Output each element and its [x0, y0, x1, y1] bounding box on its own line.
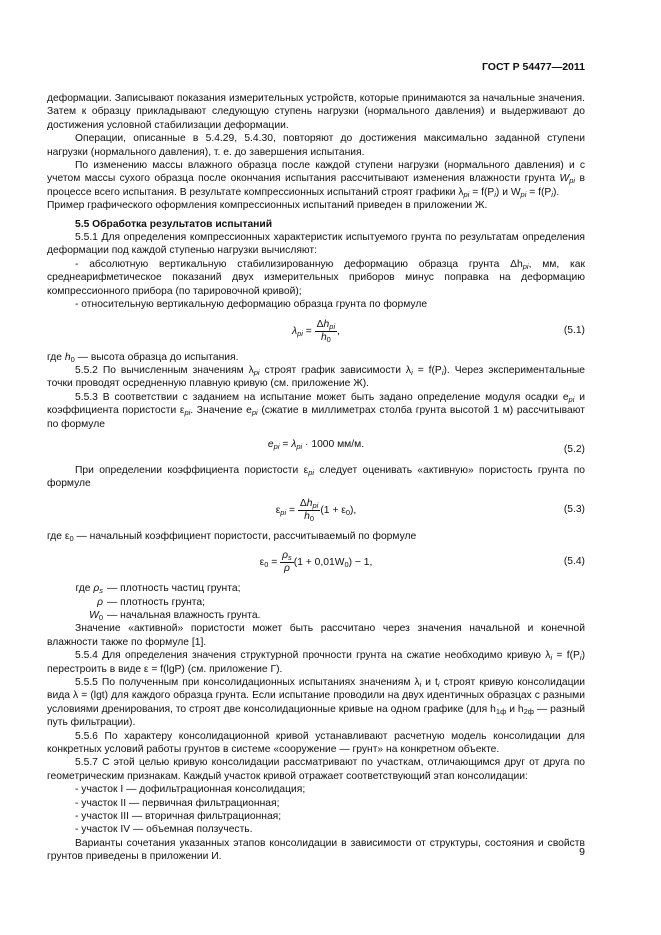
paragraph: 5.5.3 В соответствии с заданием на испытание может быть задано определение модуля осадки $e_{pi}$ и коэффициента пористости $\varepsilon_{pi}$. Значение $e_{pi}$ (сжатие в миллиметрах столба грунта высотой 1 м) рассчитывают по формуле [47, 391, 585, 430]
paragraph: 5.5.2 По вычисленным значениям $\lambda_{pi}$ строят график зависимости $\lambda_i = f(P_i)$. Через экспериментальные точки проводят осредненную плавную кривую (см. приложение Ж). [47, 364, 586, 390]
list-item: - участок I — дофильтрационная консолидация; [75, 784, 306, 796]
paragraph: Варианты сочетания указанных этапов консолидации в зависимости от структуры, состояния и свойств грунтов приведены в приложении И. [47, 837, 585, 863]
formula-5-2: $e_{pi} = \lambda_{pi} \cdot 1000$ мм/м. (5.2) [267, 438, 585, 455]
paragraph: Значение «активной» пористости может быть рассчитано через значения начальной и конечной влажности также по формуле [1]. [47, 623, 585, 648]
paragraph: 5.5.5 По полученным при консолидационных испытаниях значениям $\lambda_i$ и $t_i$ строят кривую консолидации вида λ = (lgt) для каждого образца грунта. Если испытание проводили на двух идентичных образцах с разными условиями дренирования, то строят две консолидационные кривые на одном графике (для $h_{1ф}$ и $h_{2ф}$ — разный путь фильтрации). [47, 677, 586, 729]
formula-number: (5.4) [563, 556, 585, 568]
section-heading: 5.5 Обработка результатов испытаний [75, 218, 273, 230]
paragraph: При определении коэффициента пористости $\varepsilon_{pi}$ следует оценивать «активную» пористость грунта по формуле [47, 464, 586, 490]
list-item: - участок II — первичная фильтрационная; [75, 797, 280, 809]
formula-number: (5.2) [563, 443, 585, 455]
paragraph: где $h_0$ — высота образца до испытания. [47, 351, 239, 364]
paragraph: 5.5.7 С этой целью кривую консолидации рассматривают по участкам, отличающимся друг от друга по геометрическим признакам. Каждый участок кривой отражает соответствующий этап консолидации: [47, 757, 585, 782]
body-text [47, 92, 585, 864]
formula-number: (5.3) [563, 503, 585, 515]
paragraph: По изменению массы влажного образца после каждой ступени нагрузки (нормального давления) и с учетом массы сухого образца после окончания испытания рассчитывают изменения влажности грунта $W_{pi}$ в процессе всего испытания. В результате компрессионных испытаний строят графики $\lambda_{pi} = f(P_i)$ и $W_{pi} = f(P_i)$. [47, 160, 585, 199]
document-page [47, 0, 585, 935]
definitions: где $\rho_s$ — плотность частиц грунта; ρ — плотность грунта; $W_0$ — начальная влажность грунта. [75, 583, 261, 622]
formula-5-1: $\lambda_{pi}$ = $\frac{\Delta h_{pi}}{h_0}$ , (5.1) [291, 318, 585, 344]
list-item: - абсолютную вертикальную стабилизированную деформацию образца грунта $\Delta h_{pi}$, мм, как среднеарифметическое показаний двух измерительных приборов минус поправка на деформацию компрессионного прибора (по тарировочной кривой); [47, 258, 585, 297]
standard-header: ГОСТ Р 54477—2011 [481, 61, 585, 73]
page-number: 9 [579, 846, 585, 858]
list-item: - участок IV — объемная ползучесть. [75, 824, 253, 836]
formula-5-3: $\varepsilon_{pi}$ = $\frac{\Delta h_{pi}}{h_0}$ $(1 + \varepsilon_0)$, (5.3) [275, 497, 585, 523]
paragraph: Операции, описанные в 5.4.29, 5.4.30, повторяют до достижения максимально заданной ступени нагрузки (нормального давления), т. е. до завершения испытания. [47, 133, 585, 158]
formula-5-4: $\varepsilon_0$ = $\frac{\rho_s}{\rho}$ $(1 + 0,01W_0) - 1$, (5.4) [259, 550, 585, 575]
paragraph: деформации. Записывают показания измерительных устройств, которые принимаются за начальные значения. Затем к образцу прикладывают следующую ступень нагрузки (нормального давления) и выдерживают до достижения условной стабилизации деформации. [47, 93, 585, 131]
paragraph: 5.5.1 Для определения компрессионных характеристик испытуемого грунта по результатам определения деформации под каждой ступенью нагрузки вычисляют: [47, 232, 585, 257]
paragraph: 5.5.6 По характеру консолидационной кривой устанавливают расчетную модель консолидации для конкретных условий работы грунтов в системе «сооружение — грунт» на конкретном объекте. [47, 730, 585, 756]
paragraph: Пример графического оформления компрессионных испытаний приведен в приложении Ж. [47, 200, 488, 212]
formula-number: (5.1) [563, 324, 585, 336]
list-item: - участок III — вторичная фильтрационная; [75, 811, 282, 823]
paragraph: где $\varepsilon_0$ — начальный коэффициент пористости, рассчитываемый по формуле [47, 530, 417, 543]
paragraph: 5.5.4 Для определения значения структурной прочности грунта на сжатие необходимо кривую $\lambda_i = f(P_i)$ перестроить в виде ε = f(lgP) (см. приложение Г). [47, 650, 585, 675]
list-item: - относительную вертикальную деформацию образца грунта по формуле [75, 299, 428, 311]
